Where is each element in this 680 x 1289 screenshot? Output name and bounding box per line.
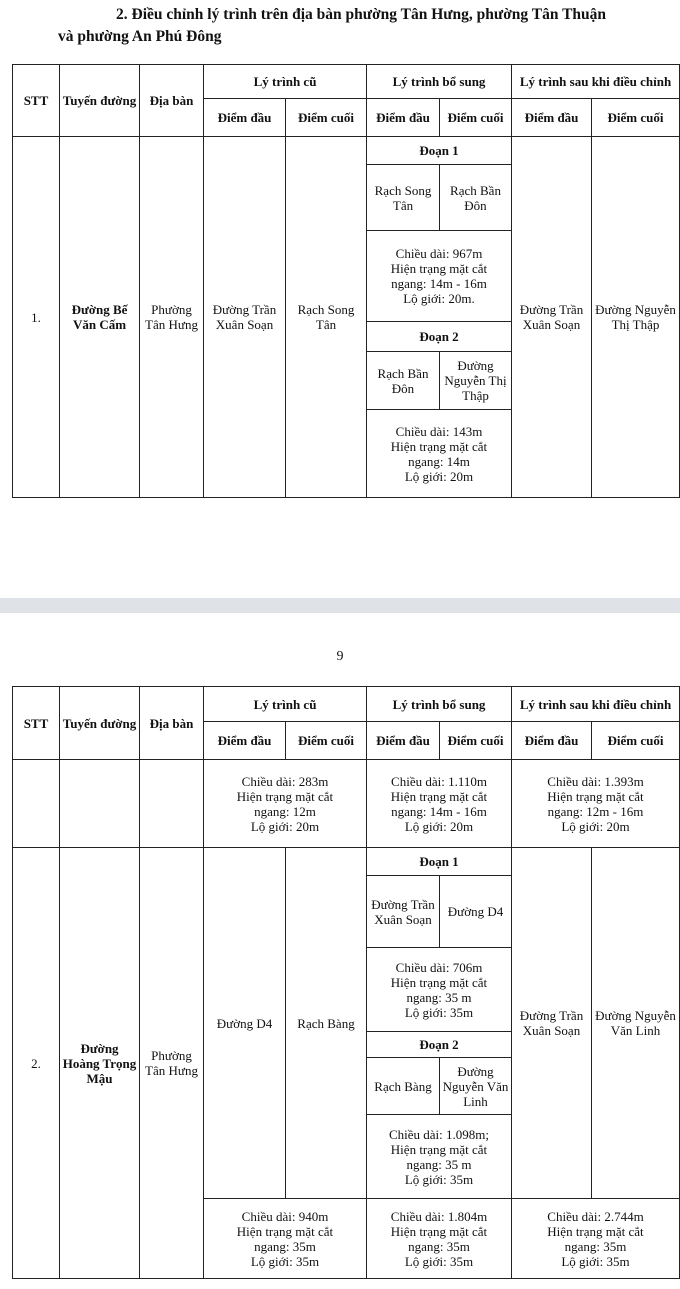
header-tuyen-duong: Tuyến đường	[60, 65, 140, 137]
info-line: Hiện trạng mặt cắt	[547, 788, 644, 804]
row1-old-start: Đường Trần Xuân Soạn	[204, 137, 286, 498]
info-line: Chiều dài: 706m	[395, 959, 483, 975]
row1-road-name: Đường Bế Văn Cấm	[60, 137, 140, 498]
header-ly-trinh-cu: Lý trình cũ	[204, 65, 367, 99]
info-line: ngang: 35m	[254, 1238, 316, 1254]
info-line: Hiện trạng mặt cắt	[390, 788, 488, 804]
row2-segment-2-info	[367, 1115, 512, 1199]
header-added-end: Điểm cuối	[440, 99, 512, 137]
info-line: Hiện trạng mặt cắt	[390, 438, 488, 454]
section-heading	[58, 4, 668, 48]
header-old-end: Điểm cuối	[286, 99, 367, 137]
info-line: ngang: 14m - 16m	[391, 276, 487, 291]
row2-old-end: Rạch Bàng	[286, 848, 367, 1199]
row1-stt: 1.	[13, 137, 60, 498]
header-dia-ban: Địa bàn	[140, 65, 204, 137]
row1-segment-1-info	[367, 231, 512, 322]
info-line: Lộ giới: 20m	[250, 818, 320, 834]
row2-segment-2-end: Đường Nguyễn Văn Linh	[440, 1058, 512, 1115]
row2-summary-new	[512, 1199, 680, 1279]
header-ly-trinh-sau-dieu-chinh: Lý trình sau khi điều chỉnh	[512, 687, 680, 722]
section-heading-line-1: 2. Điều chỉnh lý trình trên địa bàn phường Tân Hưng, phường Tân Thuận	[116, 6, 607, 23]
info-line: Chiều dài: 940m	[241, 1208, 329, 1224]
row1-summary-old	[204, 760, 367, 848]
row2-segment-1-end: Đường D4	[440, 876, 512, 948]
row1-new-end: Đường Nguyễn Thị Thập	[592, 137, 680, 498]
info-line: Chiều dài: 1.804m	[390, 1208, 488, 1224]
info-line: Lộ giới: 35m	[404, 1253, 474, 1269]
header-ly-trinh-bo-sung: Lý trình bổ sung	[367, 65, 512, 99]
header-added-end: Điểm cuối	[440, 722, 512, 760]
info-line: ngang: 35 m	[406, 1156, 472, 1172]
info-line: Chiều dài: 1.393m	[547, 773, 644, 789]
info-line: Chiều dài: 2.744m	[547, 1208, 644, 1224]
header-ly-trinh-cu: Lý trình cũ	[204, 687, 367, 722]
row1-segment-1-start: Rạch Song Tân	[367, 165, 440, 231]
info-line: Chiều dài: 967m	[395, 246, 483, 261]
row2-ward: Phường Tân Hưng	[140, 848, 204, 1279]
info-line: Chiều dài: 1.110m	[391, 773, 487, 789]
row2-segment-1-start: Đường Trần Xuân Soạn	[367, 876, 440, 948]
info-line: Lộ giới: 20m	[404, 468, 474, 484]
header-new-start: Điểm đầu	[512, 99, 592, 137]
info-line: Chiều dài: 283m	[241, 773, 329, 789]
row2-stt: 2.	[13, 848, 60, 1279]
document-page-2	[0, 613, 680, 1289]
info-line: ngang: 14m - 16m	[391, 803, 487, 819]
info-line: ngang: 35m	[408, 1238, 470, 1254]
row2-new-end: Đường Nguyễn Văn Linh	[592, 848, 680, 1199]
info-line: Lộ giới: 35m	[404, 1171, 474, 1187]
header-added-start: Điểm đầu	[367, 99, 440, 137]
info-line: ngang: 35 m	[406, 989, 472, 1005]
row2-old-start: Đường D4	[204, 848, 286, 1199]
info-line: Chiều dài: 1.098m;	[388, 1126, 490, 1142]
row2-segment-2-start: Rạch Bàng	[367, 1058, 440, 1115]
row1-segment-1-end: Rạch Bần Đôn	[440, 165, 512, 231]
route-adjustment-table-2	[12, 686, 680, 1279]
section-heading-line-2: và phường An Phú Đông	[58, 28, 222, 45]
info-line: Hiện trạng mặt cắt	[236, 1223, 334, 1239]
info-line: ngang: 35m	[564, 1238, 627, 1254]
row2-segment-1-label: Đoạn 1	[367, 848, 512, 876]
header-dia-ban: Địa bàn	[140, 687, 204, 760]
header-stt: STT	[13, 687, 60, 760]
row1-ward: Phường Tân Hưng	[140, 137, 204, 498]
info-line: ngang: 12m	[254, 803, 316, 819]
info-line: ngang: 12m - 16m	[547, 803, 644, 819]
row1-segment-2-end: Đường Nguyễn Thị Thập	[440, 352, 512, 410]
info-line: Lộ giới: 35m	[404, 1004, 474, 1020]
header-new-end: Điểm cuối	[592, 722, 680, 760]
info-line: Hiện trạng mặt cắt	[390, 1141, 488, 1157]
info-line: ngang: 14m	[408, 453, 470, 469]
row1-new-start: Đường Trần Xuân Soạn	[512, 137, 592, 498]
page-number: 9	[336, 649, 344, 664]
info-line: Lộ giới: 20m	[404, 818, 474, 834]
header-old-start: Điểm đầu	[204, 99, 286, 137]
header-ly-trinh-sau-dieu-chinh: Lý trình sau khi điều chỉnh	[512, 65, 680, 99]
row1-summary-new	[512, 760, 680, 848]
header-new-end: Điểm cuối	[592, 99, 680, 137]
document-page-1	[0, 0, 680, 598]
row2-new-start: Đường Trần Xuân Soạn	[512, 848, 592, 1199]
row1-segment-2-info	[367, 410, 512, 498]
info-line: Hiện trạng mặt cắt	[390, 261, 488, 276]
info-line: Lộ giới: 20m.	[403, 291, 475, 306]
row1-segment-2-label: Đoạn 2	[367, 322, 512, 352]
row2-segment-2-label: Đoạn 2	[367, 1032, 512, 1058]
row2-segment-1-info	[367, 948, 512, 1032]
row1-summary-road	[60, 760, 140, 848]
header-old-start: Điểm đầu	[204, 722, 286, 760]
row1-old-end: Rạch Song Tân	[286, 137, 367, 498]
row2-summary-old	[204, 1199, 367, 1279]
route-adjustment-table-1	[12, 64, 680, 498]
info-line: Hiện trạng mặt cắt	[390, 974, 488, 990]
info-line: Hiện trạng mặt cắt	[236, 788, 334, 804]
info-line: Chiều dài: 143m	[395, 423, 483, 439]
header-added-start: Điểm đầu	[367, 722, 440, 760]
row1-segment-1-label: Đoạn 1	[367, 137, 512, 165]
page-separator	[0, 598, 680, 613]
header-stt: STT	[13, 65, 60, 137]
header-tuyen-duong: Tuyến đường	[60, 687, 140, 760]
row1-summary-added	[367, 760, 512, 848]
info-line: Hiện trạng mặt cắt	[547, 1223, 644, 1239]
info-line: Hiện trạng mặt cắt	[390, 1223, 488, 1239]
info-line: Lộ giới: 35m	[250, 1253, 320, 1269]
info-line: Lộ giới: 20m	[561, 818, 630, 834]
row1-segment-2-start: Rạch Bần Đôn	[367, 352, 440, 410]
row2-summary-added	[367, 1199, 512, 1279]
header-ly-trinh-bo-sung: Lý trình bổ sung	[367, 687, 512, 722]
row2-road-name: Đường Hoàng Trọng Mậu	[60, 848, 140, 1279]
header-new-start: Điểm đầu	[512, 722, 592, 760]
info-line: Lộ giới: 35m	[561, 1253, 630, 1269]
row1-summary-ward	[140, 760, 204, 848]
header-old-end: Điểm cuối	[286, 722, 367, 760]
row1-summary-stt	[13, 760, 60, 848]
